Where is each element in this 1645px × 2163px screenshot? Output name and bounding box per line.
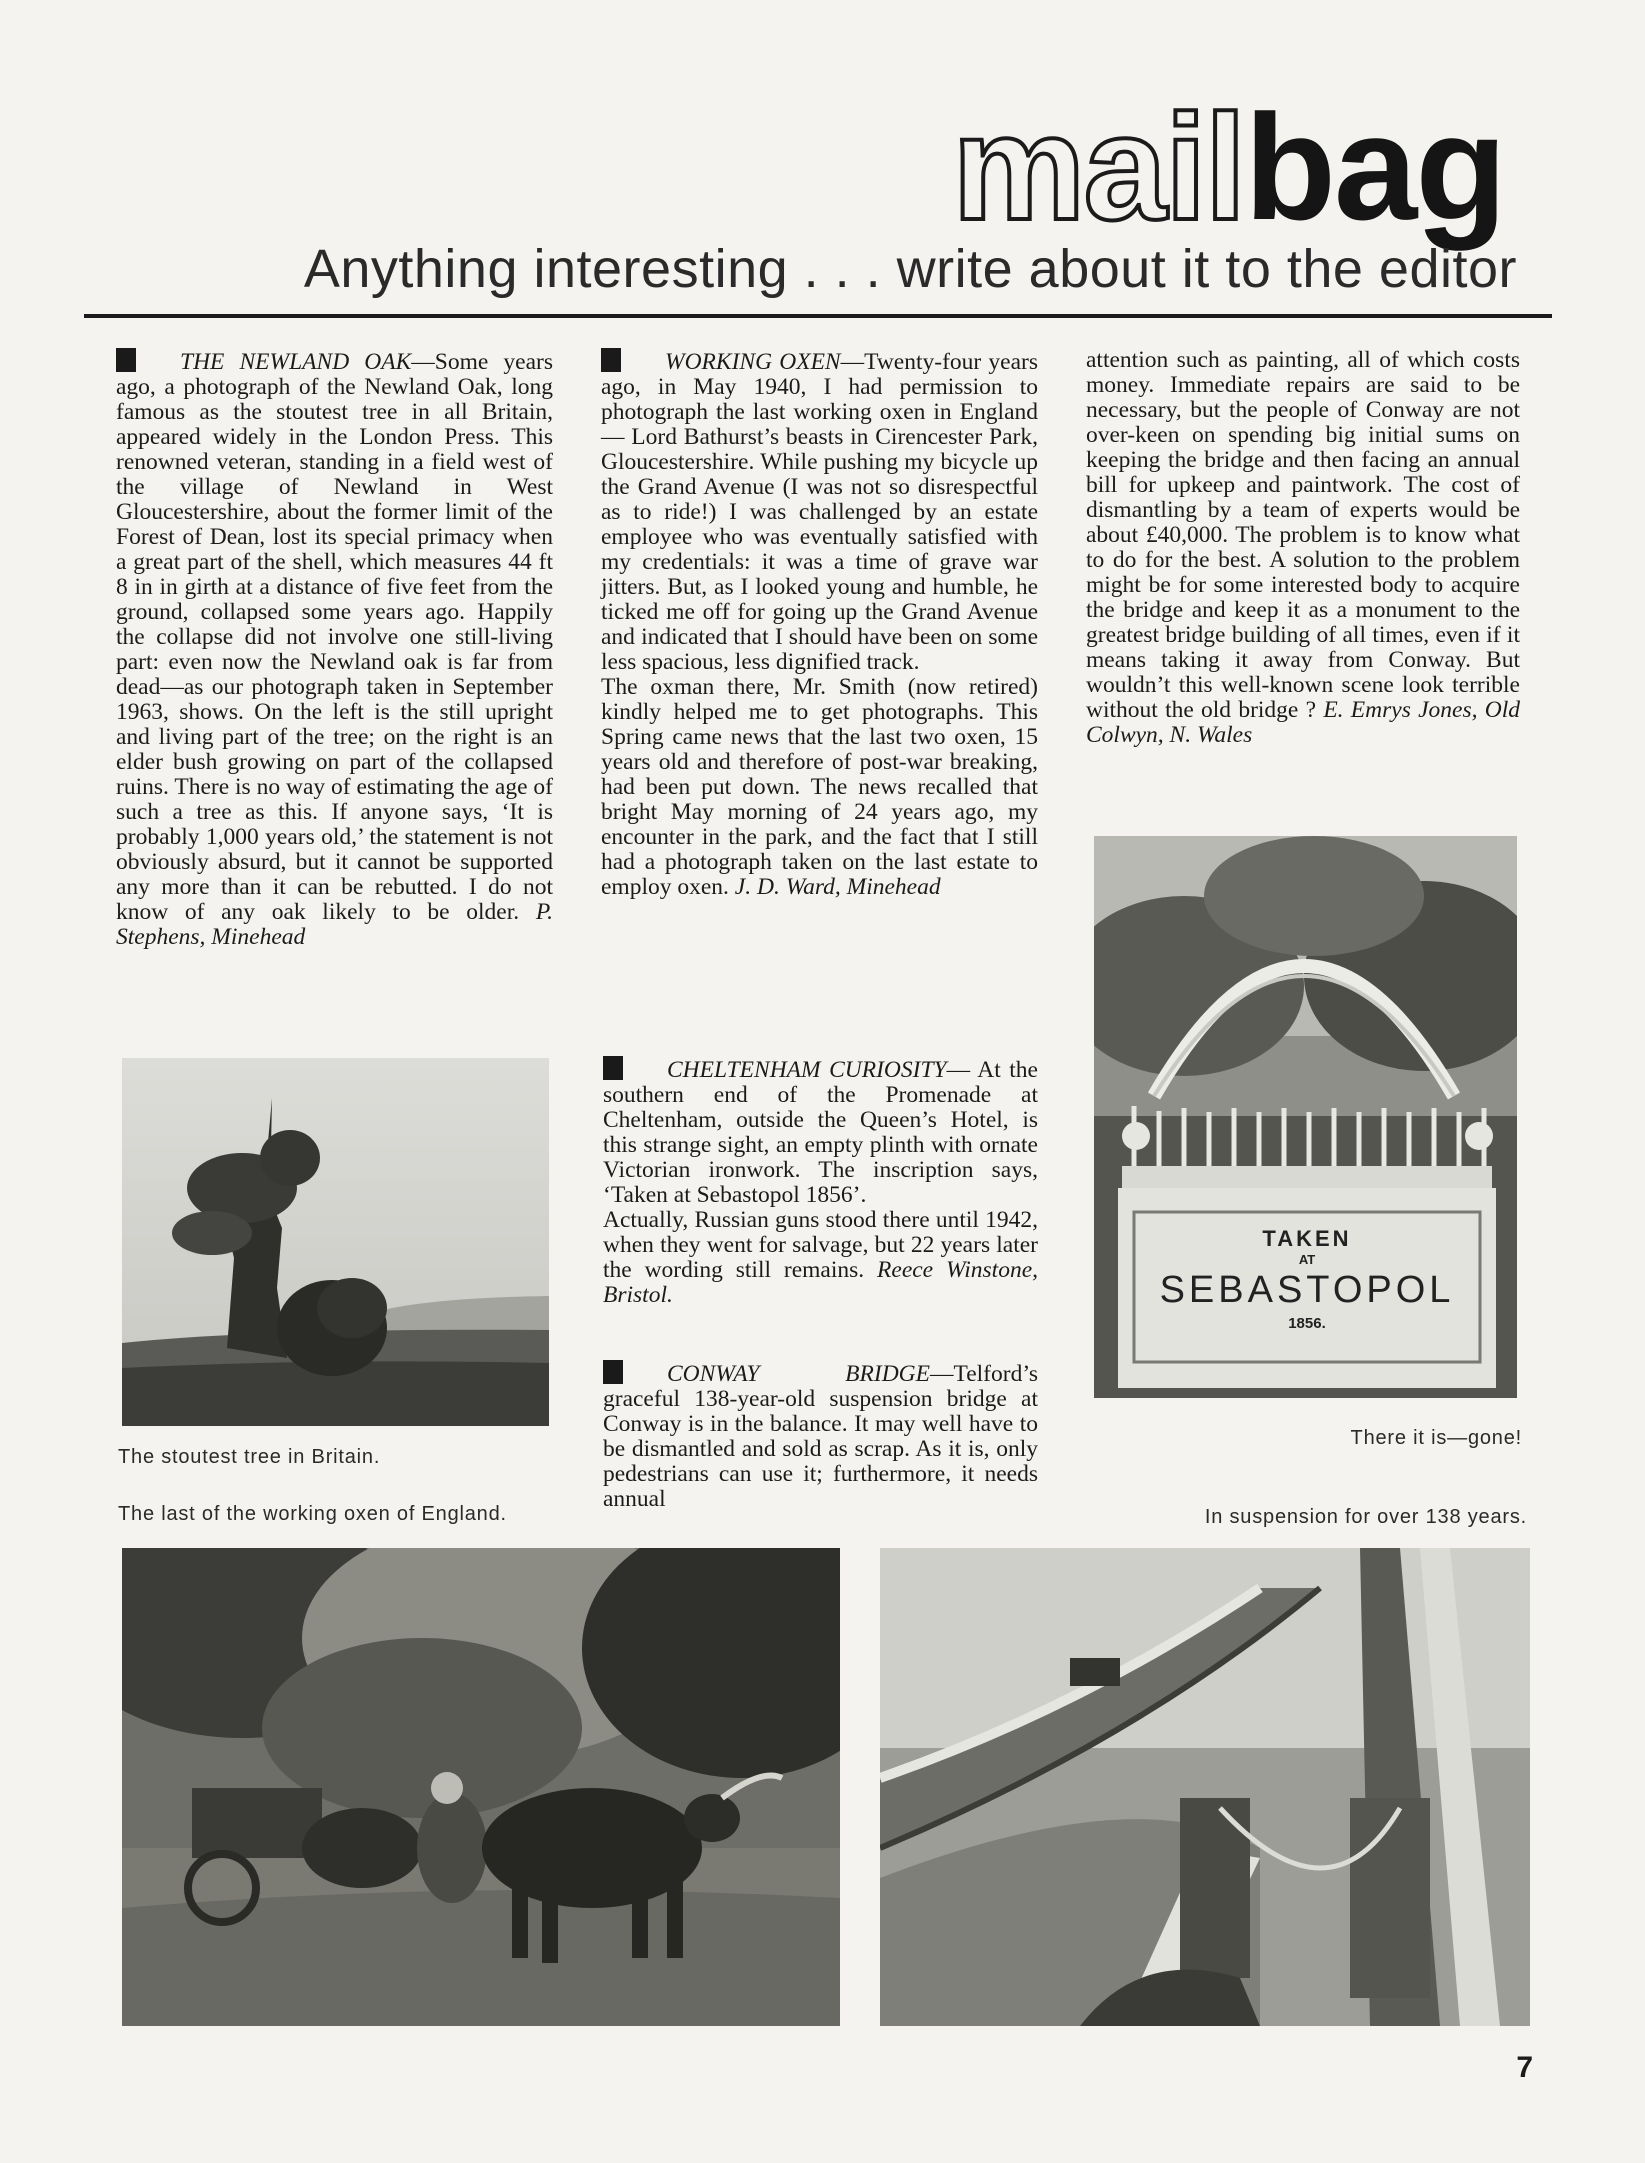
article-body: —Some years ago, a photograph of the Newland Oak, long famous as the stoutest tree in all Britain, appeared widely in the London Press. This renowned veteran, standing in a field west of the village of Newland in West Gloucestershire, about the former limit of the Forest of Dean, lost its special primacy when a great part of the shell, which measures 44 ft 8 in in girth at a distance of five feet from the ground, collapsed some years ago. Happily the collapse did not involve one still-living part: even now the Newland oak is far from dead—as our photograph taken in September 1963, shows. On the left is the still upright and living part of the tree; on the right is an elder bush growing on part of the collapsed ruins. There is no way of estimating the age of such a tree as this. If anyone says, ‘It is probably 1,000 years old,’ the statement is not obviously absurd, but it cannot be supported any more than it can be rebutted. I do not know of any oak likely to be older. [116,349,553,925]
article-conway-bridge [603,1360,1038,1512]
masthead-outline: mail [952,83,1245,251]
masthead [952,83,1505,251]
plinth-photo-image [1094,836,1517,1398]
oxen-photo-image [122,1548,840,2026]
bridge-photo-image [880,1548,1530,2026]
article-signature: Reece Winstone, Bristol. [603,1257,1039,1308]
plinth-photo [1094,836,1517,1398]
article-working-oxen [601,348,1038,900]
header-rule [84,314,1552,318]
tree-photo-image [122,1058,549,1426]
article-signature: J. D. Ward, Minehead [734,874,941,900]
plinth-inscription-3: SEBASTOPOL [1159,1269,1455,1311]
caption-oxen: The last of the working oxen of England. [118,1503,507,1525]
caption-tree: The stoutest tree in Britain. [118,1446,381,1468]
article-signature: P. Stephens, Minehead [116,899,554,950]
article-newland-oak [116,348,553,950]
caption-plinth: There it is—gone! [1350,1427,1522,1449]
tagline: Anything interesting . . . write about it to the editor [303,239,1517,299]
tree-photo [122,1058,549,1426]
article-body: — At the southern end of the Promenade at Cheltenham, outside the Queen’s Hotel, is this strange sight, an empty plinth with ornate Victorian ironwork. The inscription says, ‘Taken at Sebastopol 1856’. [603,1057,1038,1208]
article-heading: CHELTENHAM CURIOSITY [667,1057,947,1083]
plinth-inscription-4: 1856. [1288,1315,1326,1332]
plinth-inscription-2: AT [1298,1252,1316,1267]
article-heading: THE NEWLAND OAK [180,349,412,375]
article-body-2: The oxman there, Mr. Smith (now retired) kindly helped me to get photographs. This Spring came news that the last two oxen, 15 years old and therefore of post-war breaking, had been put down. The news recalled that bright May morning of 24 years ago, my encounter in the park, and the fact that I still had a photograph taken on the last estate to employ oxen. [601,674,1038,900]
article-signature: E. Emrys Jones, Old Colwyn, N. Wales [1086,697,1520,748]
bullet-icon [601,348,621,372]
article-heading: CONWAY BRIDGE [667,1361,930,1387]
masthead-solid: bag [1244,83,1505,251]
oxen-photo [122,1548,840,2026]
bridge-photo [880,1548,1530,2026]
plinth-inscription-1: TAKEN [1262,1226,1352,1251]
bullet-icon [116,348,136,372]
bullet-icon [603,1056,623,1080]
article-heading: WORKING OXEN [665,349,841,375]
article-conway-bridge-continued [1086,348,1520,748]
article-body-continued: attention such as painting, all of which costs money. Immediate repairs are said to be necessary, but the people of Conway are not over-keen on spending big initial sums on keeping the bridge and then facing an annual bill for upkeep and paintwork. The cost of dismantling by a team of experts would be about £40,000. The problem is to know what to do for the best. A solution to the problem might be for some interested body to acquire the bridge and keep it as a monument to the greatest bridge building of all times, even if it means taking it away from Conway. But wouldn’t this well-known scene look terrible without the old bridge ? [1086,347,1520,723]
article-body-2: Actually, Russian guns stood there until 1942, when they went for salvage, but 22 years later the wording still remains. [603,1207,1038,1283]
caption-bridge: In suspension for over 138 years. [1204,1506,1527,1528]
article-cheltenham-curiosity [603,1056,1038,1308]
bullet-icon [603,1360,623,1384]
page-number: 7 [1516,2051,1533,2084]
article-body: —Telford’s graceful 138-year-old suspension bridge at Conway is in the balance. It may well have to be dismantled and sold as scrap. As it is, only pedestrians can use it; furthermore, it needs annual [603,1361,1038,1512]
article-body: —Twenty-four years ago, in May 1940, I had permission to photograph the last working oxen in England — Lord Bathurst’s beasts in Cirencester Park, Gloucestershire. While pushing my bicycle up the Grand Avenue (I was not so disrespectful as to ride!) I was challenged by an estate employee who was eventually satisfied with my credentials: it was a time of grave war jitters. But, as I looked young and humble, he ticked me off for going up the Grand Avenue and indicated that I should have been on some less spacious, less dignified track. [601,349,1039,675]
